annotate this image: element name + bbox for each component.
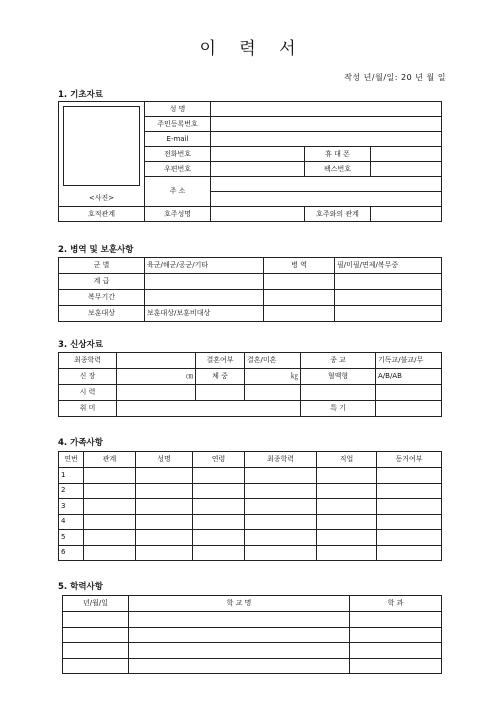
family-row-number: 6 — [59, 545, 84, 561]
section-basic-title: 1. 기초자료 — [58, 90, 103, 100]
vision-field-4[interactable] — [301, 385, 376, 401]
family-cell[interactable] — [84, 499, 136, 515]
photo-box — [63, 106, 140, 186]
section-education-title: 5. 학력사항 — [58, 582, 103, 592]
table-row — [63, 643, 442, 659]
hobby-field[interactable] — [117, 401, 301, 417]
education-cell[interactable] — [63, 627, 129, 643]
mobile-field[interactable] — [371, 147, 442, 162]
head-name-field[interactable] — [211, 207, 305, 222]
family-cell[interactable] — [136, 514, 193, 530]
education-table — [62, 595, 442, 674]
name-field[interactable] — [211, 102, 442, 117]
edu-header-school: 학 교 명 — [129, 596, 350, 612]
family-cell[interactable] — [136, 499, 193, 515]
resident-no-label: 주민등록번호 — [145, 117, 211, 132]
address-label: 주 소 — [145, 177, 211, 207]
address-field-1[interactable] — [211, 177, 442, 192]
table-row — [63, 627, 442, 643]
family-cell[interactable] — [245, 514, 317, 530]
family-relation-label: 호적관계 — [59, 207, 145, 222]
veteran-value[interactable]: 보훈대상/보훈비대상 — [145, 306, 264, 322]
rank-extra-1[interactable] — [264, 274, 335, 290]
family-cell[interactable] — [193, 530, 245, 546]
service-label: 병 역 — [264, 258, 335, 274]
blood-value[interactable]: A/B/AB — [376, 369, 442, 385]
resident-no-field[interactable] — [211, 117, 442, 132]
vision-field-1[interactable] — [117, 385, 196, 401]
branch-label: 군 별 — [59, 258, 145, 274]
education-cell[interactable] — [129, 627, 350, 643]
height-unit[interactable]: ㎝ — [117, 369, 196, 385]
family-cell[interactable] — [317, 483, 377, 499]
education-cell[interactable] — [350, 612, 442, 628]
family-cell[interactable] — [245, 499, 317, 515]
edu-header-major: 학 과 — [350, 596, 442, 612]
family-cell[interactable] — [245, 468, 317, 484]
education-cell[interactable] — [129, 658, 350, 674]
vision-field-2[interactable] — [196, 385, 245, 401]
email-field[interactable] — [211, 132, 442, 147]
table-row — [63, 612, 442, 628]
family-cell[interactable] — [193, 545, 245, 561]
family-header-age: 연령 — [193, 452, 245, 468]
family-cell[interactable] — [377, 483, 442, 499]
family-cell[interactable] — [377, 468, 442, 484]
family-cell[interactable] — [317, 468, 377, 484]
family-row-number: 3 — [59, 499, 84, 515]
family-row-number: 5 — [59, 530, 84, 546]
photo-cell — [59, 102, 145, 207]
head-relation-field[interactable] — [371, 207, 442, 222]
phone-label: 전화번호 — [145, 147, 211, 162]
family-cell[interactable] — [193, 499, 245, 515]
blood-label: 혈액형 — [301, 369, 376, 385]
period-extra-1[interactable] — [264, 290, 335, 306]
family-cell[interactable] — [84, 514, 136, 530]
education-cell[interactable] — [350, 658, 442, 674]
family-cell[interactable] — [245, 483, 317, 499]
family-cell[interactable] — [136, 483, 193, 499]
family-cell[interactable] — [193, 468, 245, 484]
family-cell[interactable] — [317, 499, 377, 515]
education-cell[interactable] — [63, 658, 129, 674]
family-cell[interactable] — [193, 483, 245, 499]
family-header-education: 최종학력 — [245, 452, 317, 468]
postal-field[interactable] — [211, 162, 305, 177]
period-field[interactable] — [145, 290, 264, 306]
postal-label: 우편번호 — [145, 162, 211, 177]
rank-extra-2[interactable] — [335, 274, 442, 290]
vision-field-5[interactable] — [376, 385, 442, 401]
family-cell[interactable] — [317, 530, 377, 546]
fax-field[interactable] — [371, 162, 442, 177]
marriage-value[interactable]: 결혼/미혼 — [245, 353, 301, 369]
family-cell[interactable] — [245, 530, 317, 546]
phone-field[interactable] — [211, 147, 305, 162]
service-value[interactable]: 필/미필/면제/복무중 — [335, 258, 442, 274]
family-header-name: 성명 — [136, 452, 193, 468]
hobby-label: 취 미 — [59, 401, 117, 417]
date-line: 작성 년/월/일: 20 년 월 일 — [344, 73, 446, 82]
marriage-label: 결혼여부 — [196, 353, 245, 369]
education-cell[interactable] — [129, 643, 350, 659]
section-family-title: 4. 가족사항 — [58, 438, 103, 448]
body-info-table — [58, 352, 442, 417]
family-cell[interactable] — [377, 499, 442, 515]
religion-label: 종 교 — [301, 353, 376, 369]
family-row-number: 4 — [59, 514, 84, 530]
family-header-cohabit: 동거여부 — [377, 452, 442, 468]
rank-label: 계 급 — [59, 274, 145, 290]
skill-field[interactable] — [376, 401, 442, 417]
religion-value[interactable]: 기독교/불교/무 — [376, 353, 442, 369]
table-row — [59, 530, 442, 546]
table-row — [59, 545, 442, 561]
education-cell[interactable] — [350, 627, 442, 643]
family-row-number: 2 — [59, 483, 84, 499]
family-cell[interactable] — [377, 545, 442, 561]
vision-label: 시 력 — [59, 385, 117, 401]
family-cell[interactable] — [245, 545, 317, 561]
family-cell[interactable] — [84, 468, 136, 484]
family-cell[interactable] — [193, 514, 245, 530]
veteran-extra-2[interactable] — [335, 306, 442, 322]
family-cell[interactable] — [377, 514, 442, 530]
branch-value[interactable]: 육군/해군/공군/기타 — [145, 258, 264, 274]
veteran-label: 보훈대상 — [59, 306, 145, 322]
rank-field[interactable] — [145, 274, 264, 290]
period-extra-2[interactable] — [335, 290, 442, 306]
military-table — [58, 257, 442, 322]
table-row — [59, 468, 442, 484]
skill-label: 특 기 — [301, 401, 376, 417]
photo-caption: <사진> — [88, 194, 115, 202]
edu-label: 최종학력 — [59, 353, 117, 369]
family-row-number: 1 — [59, 468, 84, 484]
table-row — [59, 483, 442, 499]
section-body-title: 3. 신상자료 — [58, 340, 103, 350]
family-cell[interactable] — [84, 530, 136, 546]
table-row — [59, 499, 442, 515]
head-relation-label: 호주와의 관계 — [305, 207, 371, 222]
education-cell[interactable] — [350, 643, 442, 659]
family-cell[interactable] — [377, 530, 442, 546]
table-row — [63, 658, 442, 674]
family-header-relation: 관계 — [84, 452, 136, 468]
education-cell[interactable] — [129, 612, 350, 628]
weight-unit[interactable]: ㎏ — [245, 369, 301, 385]
edu-field[interactable] — [117, 353, 196, 369]
basic-info-table — [58, 101, 442, 222]
mobile-label: 휴 대 폰 — [305, 147, 371, 162]
family-cell[interactable] — [84, 483, 136, 499]
family-table — [58, 451, 442, 561]
family-cell[interactable] — [136, 468, 193, 484]
address-field-2[interactable] — [211, 192, 442, 207]
family-cell[interactable] — [317, 545, 377, 561]
section-military-title: 2. 병역 및 보훈사항 — [58, 245, 134, 255]
fax-label: 팩스번호 — [305, 162, 371, 177]
family-header-no: 연번 — [59, 452, 84, 468]
period-label: 복무기간 — [59, 290, 145, 306]
edu-header-date: 년/월/일 — [63, 596, 129, 612]
education-cell[interactable] — [63, 612, 129, 628]
family-cell[interactable] — [136, 530, 193, 546]
veteran-extra-1[interactable] — [264, 306, 335, 322]
family-cell[interactable] — [317, 514, 377, 530]
education-cell[interactable] — [63, 643, 129, 659]
table-row — [59, 514, 442, 530]
page-title: 이 력 서 — [199, 39, 305, 59]
family-cell[interactable] — [84, 545, 136, 561]
height-label: 신 장 — [59, 369, 117, 385]
name-label: 성 명 — [145, 102, 211, 117]
email-label: E-mail — [145, 132, 211, 147]
vision-field-3[interactable] — [245, 385, 301, 401]
family-header-job: 직업 — [317, 452, 377, 468]
weight-label: 체 중 — [196, 369, 245, 385]
family-cell[interactable] — [136, 545, 193, 561]
head-name-label: 호주성명 — [145, 207, 211, 222]
